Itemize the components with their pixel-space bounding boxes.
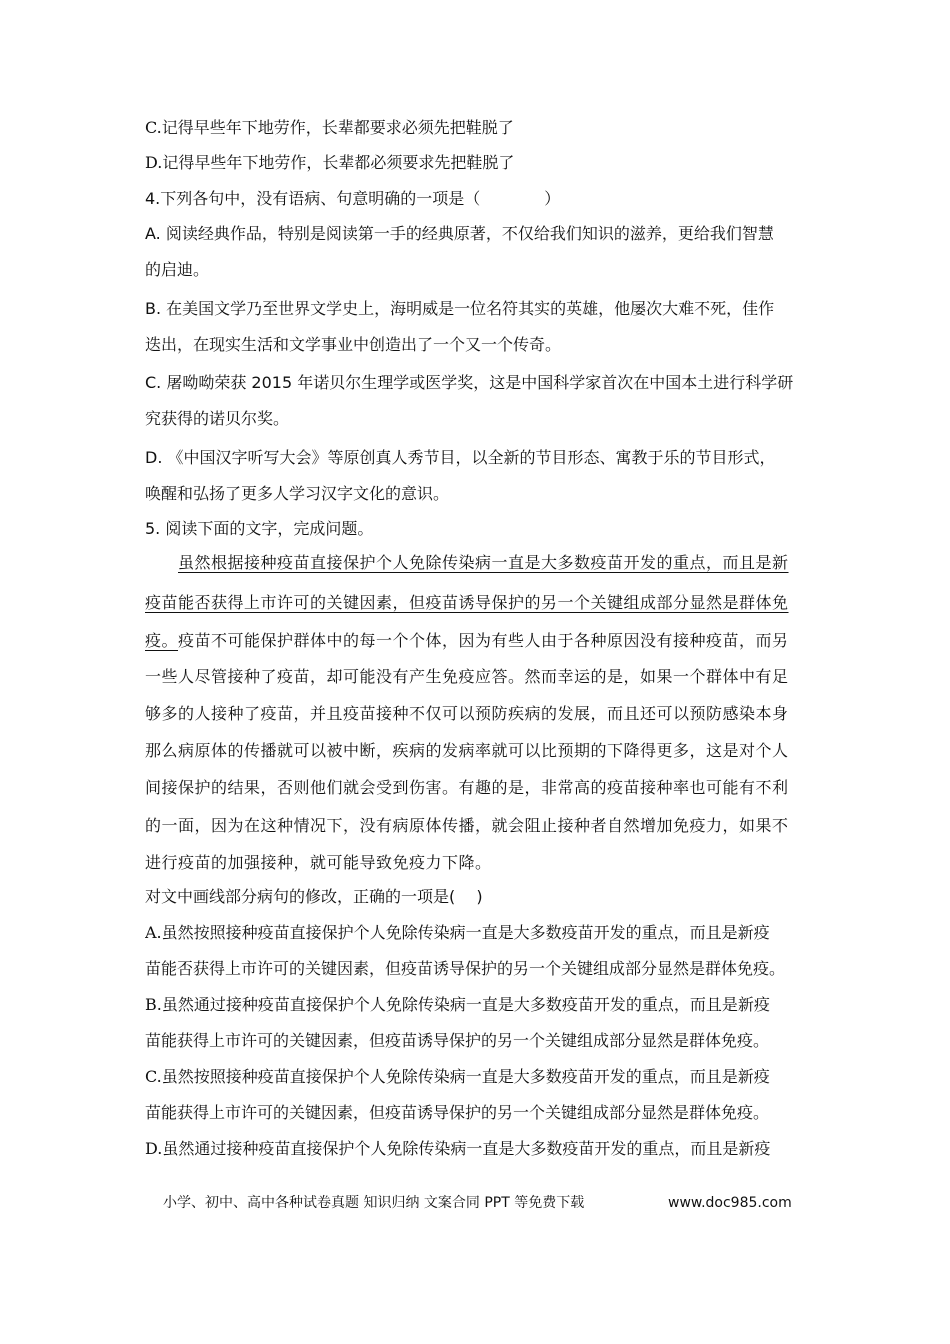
question-5-prompt: 对文中画线部分病句的修改，正确的一项是( )	[145, 887, 483, 906]
q4-option-d-line1: D. 《中国汉字听写大会》等原创真人秀节目，以全新的节目形态、寓教于乐的节目形式，	[145, 448, 776, 467]
passage-line4: 一些人尽管接种了疫苗，却可能没有产生免疫应答。然而幸运的是，如果一个群体中有足	[145, 667, 789, 686]
passage-underlined-line2: 疫苗能否获得上市许可的关键因素，但疫苗诱导保护的另一个关键组成部分显然是群体免	[145, 593, 789, 612]
page-footer	[163, 1193, 803, 1213]
q5-option-b-line1: B.虽然通过接种疫苗直接保护个人免除传染病一直是大多数疫苗开发的重点，而且是新疫	[145, 995, 770, 1014]
passage-line3	[145, 630, 810, 652]
footer-site-link[interactable]: www.doc985.com	[668, 1195, 792, 1211]
passage-line8: 的一面，因为在这种情况下，没有病原体传播，就会阻止接种者自然增加免疫力，如果不	[145, 816, 789, 835]
passage-underlined-line3: 疫。	[145, 631, 179, 650]
option-d-prev: D.记得早些年下地劳作，长辈都必须要求先把鞋脱了	[145, 153, 515, 172]
q5-option-c-line1: C.虽然按照接种疫苗直接保护个人免除传染病一直是大多数疫苗开发的重点，而且是新疫	[145, 1067, 770, 1086]
q4-option-b-line2: 迭出，在现实生活和文学事业中创造出了一个又一个传奇。	[145, 335, 562, 354]
q5-option-a-line1: A.虽然按照接种疫苗直接保护个人免除传染病一直是大多数疫苗开发的重点，而且是新疫	[145, 923, 770, 942]
passage-line5: 够多的人接种了疫苗，并且疫苗接种不仅可以预防疾病的发展，而且还可以预防感染本身	[145, 704, 789, 723]
q4-option-b-line1: B. 在美国文学乃至世界文学史上，海明威是一位名符其实的英雄，他屡次大难不死，佳作	[145, 299, 775, 318]
q4-option-a-line1: A. 阅读经典作品，特别是阅读第一手的经典原著，不仅给我们知识的滋养，更给我们智慧	[145, 224, 774, 243]
option-c-prev: C.记得早些年下地劳作，长辈都要求必须先把鞋脱了	[145, 118, 514, 137]
q4-option-d-line2: 唤醒和弘扬了更多人学习汉字文化的意识。	[145, 484, 450, 503]
passage-line7: 间接保护的结果，否则他们就会受到伤害。有趣的是，非常高的疫苗接种率也可能有不利	[145, 778, 789, 797]
q5-option-b-line2: 苗能获得上市许可的关键因素，但疫苗诱导保护的另一个关键组成部分显然是群体免疫。	[145, 1031, 770, 1050]
q5-option-d-line1: D.虽然通过接种疫苗直接保护个人免除传染病一直是大多数疫苗开发的重点，而且是新疫	[145, 1139, 771, 1158]
q4-option-c-line2: 究获得的诺贝尔奖。	[145, 409, 290, 428]
footer-text: 小学、初中、高中各种试卷真题 知识归纳 文案合同 PPT 等免费下载	[163, 1195, 585, 1211]
q4-option-a-line2: 的启迪。	[145, 260, 210, 279]
q4-option-c-line1: C. 屠呦呦荣获 2015 年诺贝尔生理学或医学奖，这是中国科学家首次在中国本土进行科学研	[145, 373, 794, 392]
question-4: 4.下列各句中，没有语病、句意明确的一项是（ ）	[145, 189, 561, 208]
passage-line9: 进行疫苗的加强接种，就可能导致免疫力下降。	[145, 853, 492, 872]
passage-line6: 那么病原体的传播就可以被中断，疾病的发病率就可以比预期的下降得更多，这是对个人	[145, 741, 789, 760]
passage-line3-rest: 疫苗不可能保护群体中的每一个个体，因为有些人由于各种原因没有接种疫苗，而另	[178, 631, 789, 650]
q5-option-c-line2: 苗能获得上市许可的关键因素，但疫苗诱导保护的另一个关键组成部分显然是群体免疫。	[145, 1103, 770, 1122]
question-5: 5. 阅读下面的文字，完成问题。	[145, 519, 374, 538]
q5-option-a-line2: 苗能否获得上市许可的关键因素，但疫苗诱导保护的另一个关键组成部分显然是群体免疫。	[145, 959, 786, 978]
passage-underlined-line1: 虽然根据接种疫苗直接保护个人免除传染病一直是大多数疫苗开发的重点，而且是新	[178, 553, 789, 572]
